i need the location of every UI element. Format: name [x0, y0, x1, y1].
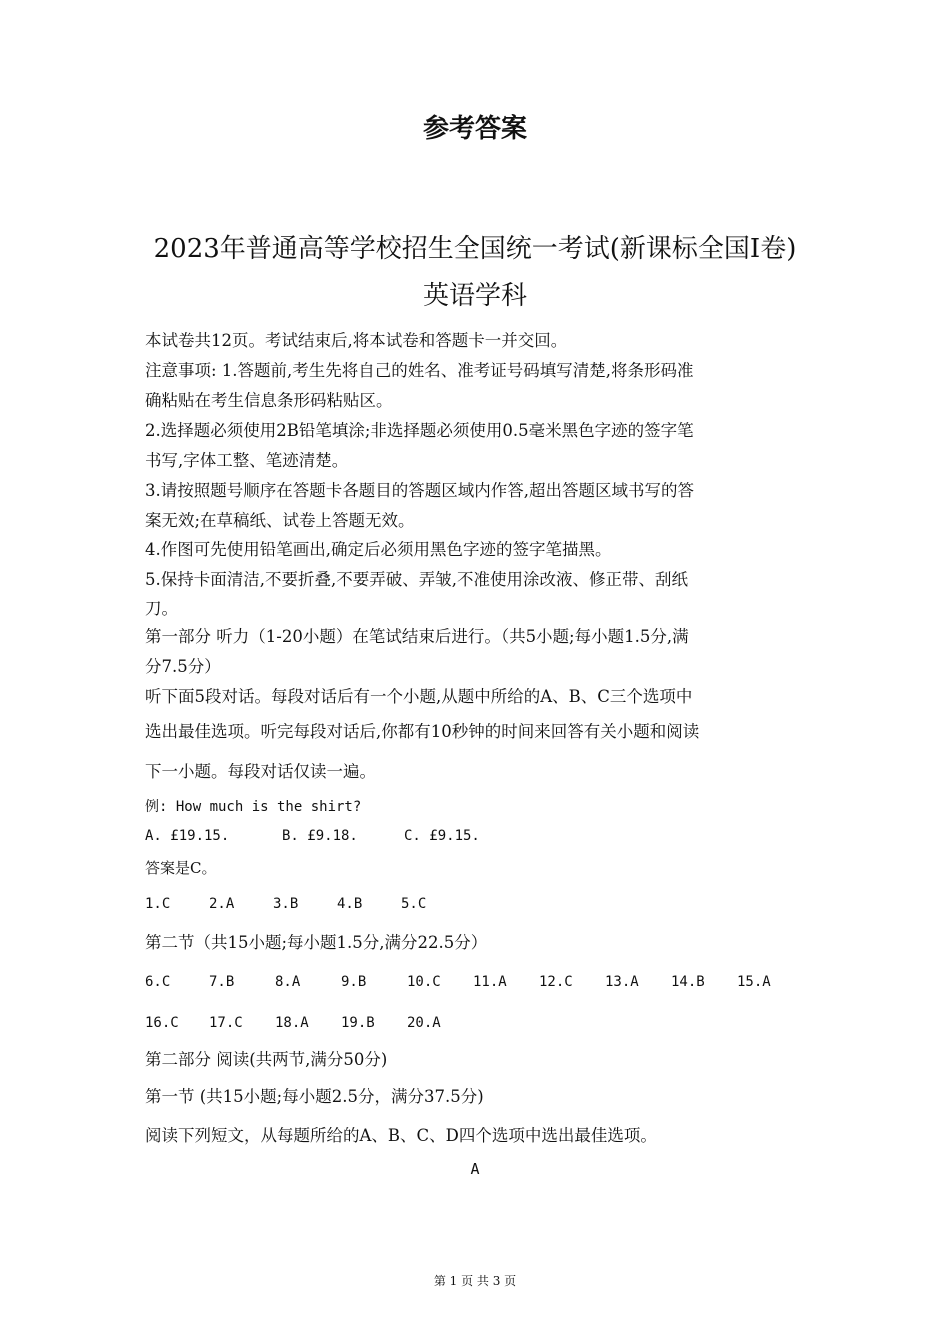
page-heading: 参考答案: [422, 114, 527, 144]
part2-title: 第二部分 阅读(共两节,满分50分): [145, 1050, 388, 1069]
body-line: 案无效;在草稿纸、试卷上答题无效。: [145, 511, 415, 530]
option-a: A. £19.15.: [145, 828, 230, 844]
answer-item: 10.C: [407, 974, 441, 990]
body-line: 下一小题。每段对话仅读一遍。: [145, 762, 376, 781]
body-line: 听下面5段对话。每段对话后有一个小题,从题中所给的A、B、C三个选项中: [145, 687, 693, 706]
answers-row-1: [145, 896, 426, 912]
answer-item: 1.C: [145, 896, 171, 912]
passage-label: A: [470, 1160, 480, 1178]
answer-item: 3.B: [273, 896, 299, 912]
answer-item: 15.A: [737, 974, 771, 990]
body-line: 第一部分 听力（1-20小题）在笔试结束后进行。（共5小题;每小题1.5分,满: [145, 627, 689, 646]
body-line: 5.保持卡面清洁,不要折叠,不要弄破、弄皱,不准使用涂改液、修正带、刮纸: [145, 570, 688, 589]
body-line: 3.请按照题号顺序在答题卡各题目的答题区域内作答,超出答题区域书写的答: [145, 481, 694, 500]
answer-item: 4.B: [337, 896, 363, 912]
answer-item: 7.B: [209, 974, 235, 990]
page-footer: 第 1 页 共 3 页: [433, 1274, 517, 1288]
answer-item: 8.A: [275, 974, 301, 990]
answer-item: 19.B: [341, 1015, 375, 1031]
answer-item: 6.C: [145, 974, 171, 990]
example-question: 例: How much is the shirt?: [145, 799, 362, 815]
body-line: 注意事项: 1.答题前,考生先将自己的姓名、准考证号码填写清楚,将条形码准: [145, 361, 694, 380]
subject-title: 英语学科: [422, 281, 527, 311]
example-options: [145, 828, 480, 844]
body-line: 本试卷共12页。考试结束后,将本试卷和答题卡一并交回。: [145, 331, 568, 350]
body-line: 书写,字体工整、笔迹清楚。: [145, 451, 349, 470]
answer-item: 14.B: [671, 974, 705, 990]
answers-row-2b: [145, 1015, 441, 1031]
answer-item: 18.A: [275, 1015, 309, 1031]
answer-item: 12.C: [539, 974, 573, 990]
option-c: C. £9.15.: [404, 828, 480, 844]
answer-item: 16.C: [145, 1015, 179, 1031]
exam-title: 2023年普通高等学校招生全国统一考试(新课标全国Ⅰ卷): [153, 234, 797, 264]
body-line: 刀。: [145, 599, 178, 618]
option-b: B. £9.18.: [282, 828, 358, 844]
part2-instruction: 阅读下列短文，从每题所给的A、B、C、D四个选项中选出最佳选项。: [145, 1126, 657, 1145]
answer-item: 9.B: [341, 974, 367, 990]
answer-item: 11.A: [473, 974, 507, 990]
answer-item: 20.A: [407, 1015, 441, 1031]
answers-row-2a: [145, 974, 771, 990]
body-line: 2.选择题必须使用2B铅笔填涂;非选择题必须使用0.5毫米黑色字迹的签字笔: [145, 421, 694, 440]
body-line: 选出最佳选项。听完每段对话后,你都有10秒钟的时间来回答有关小题和阅读: [145, 722, 700, 741]
section2-title: 第二节（共15小题;每小题1.5分,满分22.5分）: [145, 933, 488, 952]
body-line: 分7.5分）: [145, 657, 221, 676]
example-answer: 答案是C。: [145, 859, 217, 877]
answer-item: 17.C: [209, 1015, 243, 1031]
part2-section1-title: 第一节 (共15小题;每小题2.5分，满分37.5分): [145, 1087, 484, 1106]
body-line: 确粘贴在考生信息条形码粘贴区。: [145, 391, 393, 410]
answer-item: 5.C: [401, 896, 427, 912]
answer-item: 2.A: [209, 896, 235, 912]
body-line: 4.作图可先使用铅笔画出,确定后必须用黑色字迹的签字笔描黑。: [145, 540, 612, 559]
answer-item: 13.A: [605, 974, 639, 990]
